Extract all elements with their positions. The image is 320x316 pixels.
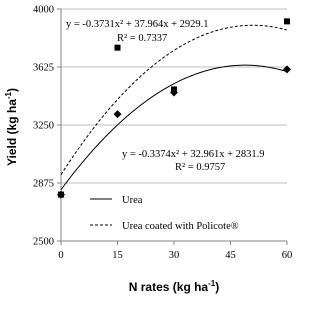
legend-label-urea: Urea: [122, 195, 143, 206]
y-tick-label: 4000: [33, 4, 54, 16]
x-axis-title-end: ): [215, 280, 220, 294]
y-axis-title-main: Yield (kg ha: [5, 99, 19, 167]
axis-titles: [4, 88, 219, 294]
x-tick-label: 45: [225, 250, 236, 261]
equation-urea: y = -0.3374x² + 32.961x + 2831.9: [122, 149, 265, 160]
annotations: [66, 19, 265, 173]
data-points: [57, 18, 291, 198]
y-tick-label: 3250: [33, 120, 54, 132]
y-tick-label: 2875: [33, 178, 54, 190]
data-point-coated: [284, 18, 290, 24]
data-point-coated: [58, 192, 64, 198]
legend: [90, 195, 239, 232]
x-tick-label: 30: [168, 250, 180, 261]
data-point-coated: [171, 86, 177, 92]
y-tick-label: 2500: [33, 236, 54, 248]
r2-coated: R² = 0.7337: [117, 33, 168, 44]
x-axis-title: [129, 279, 219, 294]
data-point-coated: [115, 45, 121, 51]
y-axis-title: [4, 88, 19, 166]
y-axis-title-end: ): [5, 87, 19, 92]
x-axis-title-sup: -1: [208, 279, 216, 288]
fit-curves: [61, 25, 287, 189]
y-tick-label: 3625: [33, 62, 54, 74]
x-tick-label: 60: [281, 250, 293, 261]
fit-curve-urea: [61, 65, 287, 190]
data-point-urea: [114, 110, 122, 118]
x-axis-title-main: N rates (kg ha: [128, 280, 209, 294]
legend-label-coated: Urea coated with Policote®: [122, 221, 239, 232]
axes: [57, 9, 287, 245]
r2-urea: R² = 0.9757: [175, 162, 226, 173]
equation-coated: y = -0.3731x² + 37.964x + 2929.1: [66, 19, 209, 30]
y-axis-title-sup: -1: [4, 91, 13, 100]
x-tick-label: 15: [112, 250, 123, 261]
x-tick-label: 0: [58, 250, 64, 261]
